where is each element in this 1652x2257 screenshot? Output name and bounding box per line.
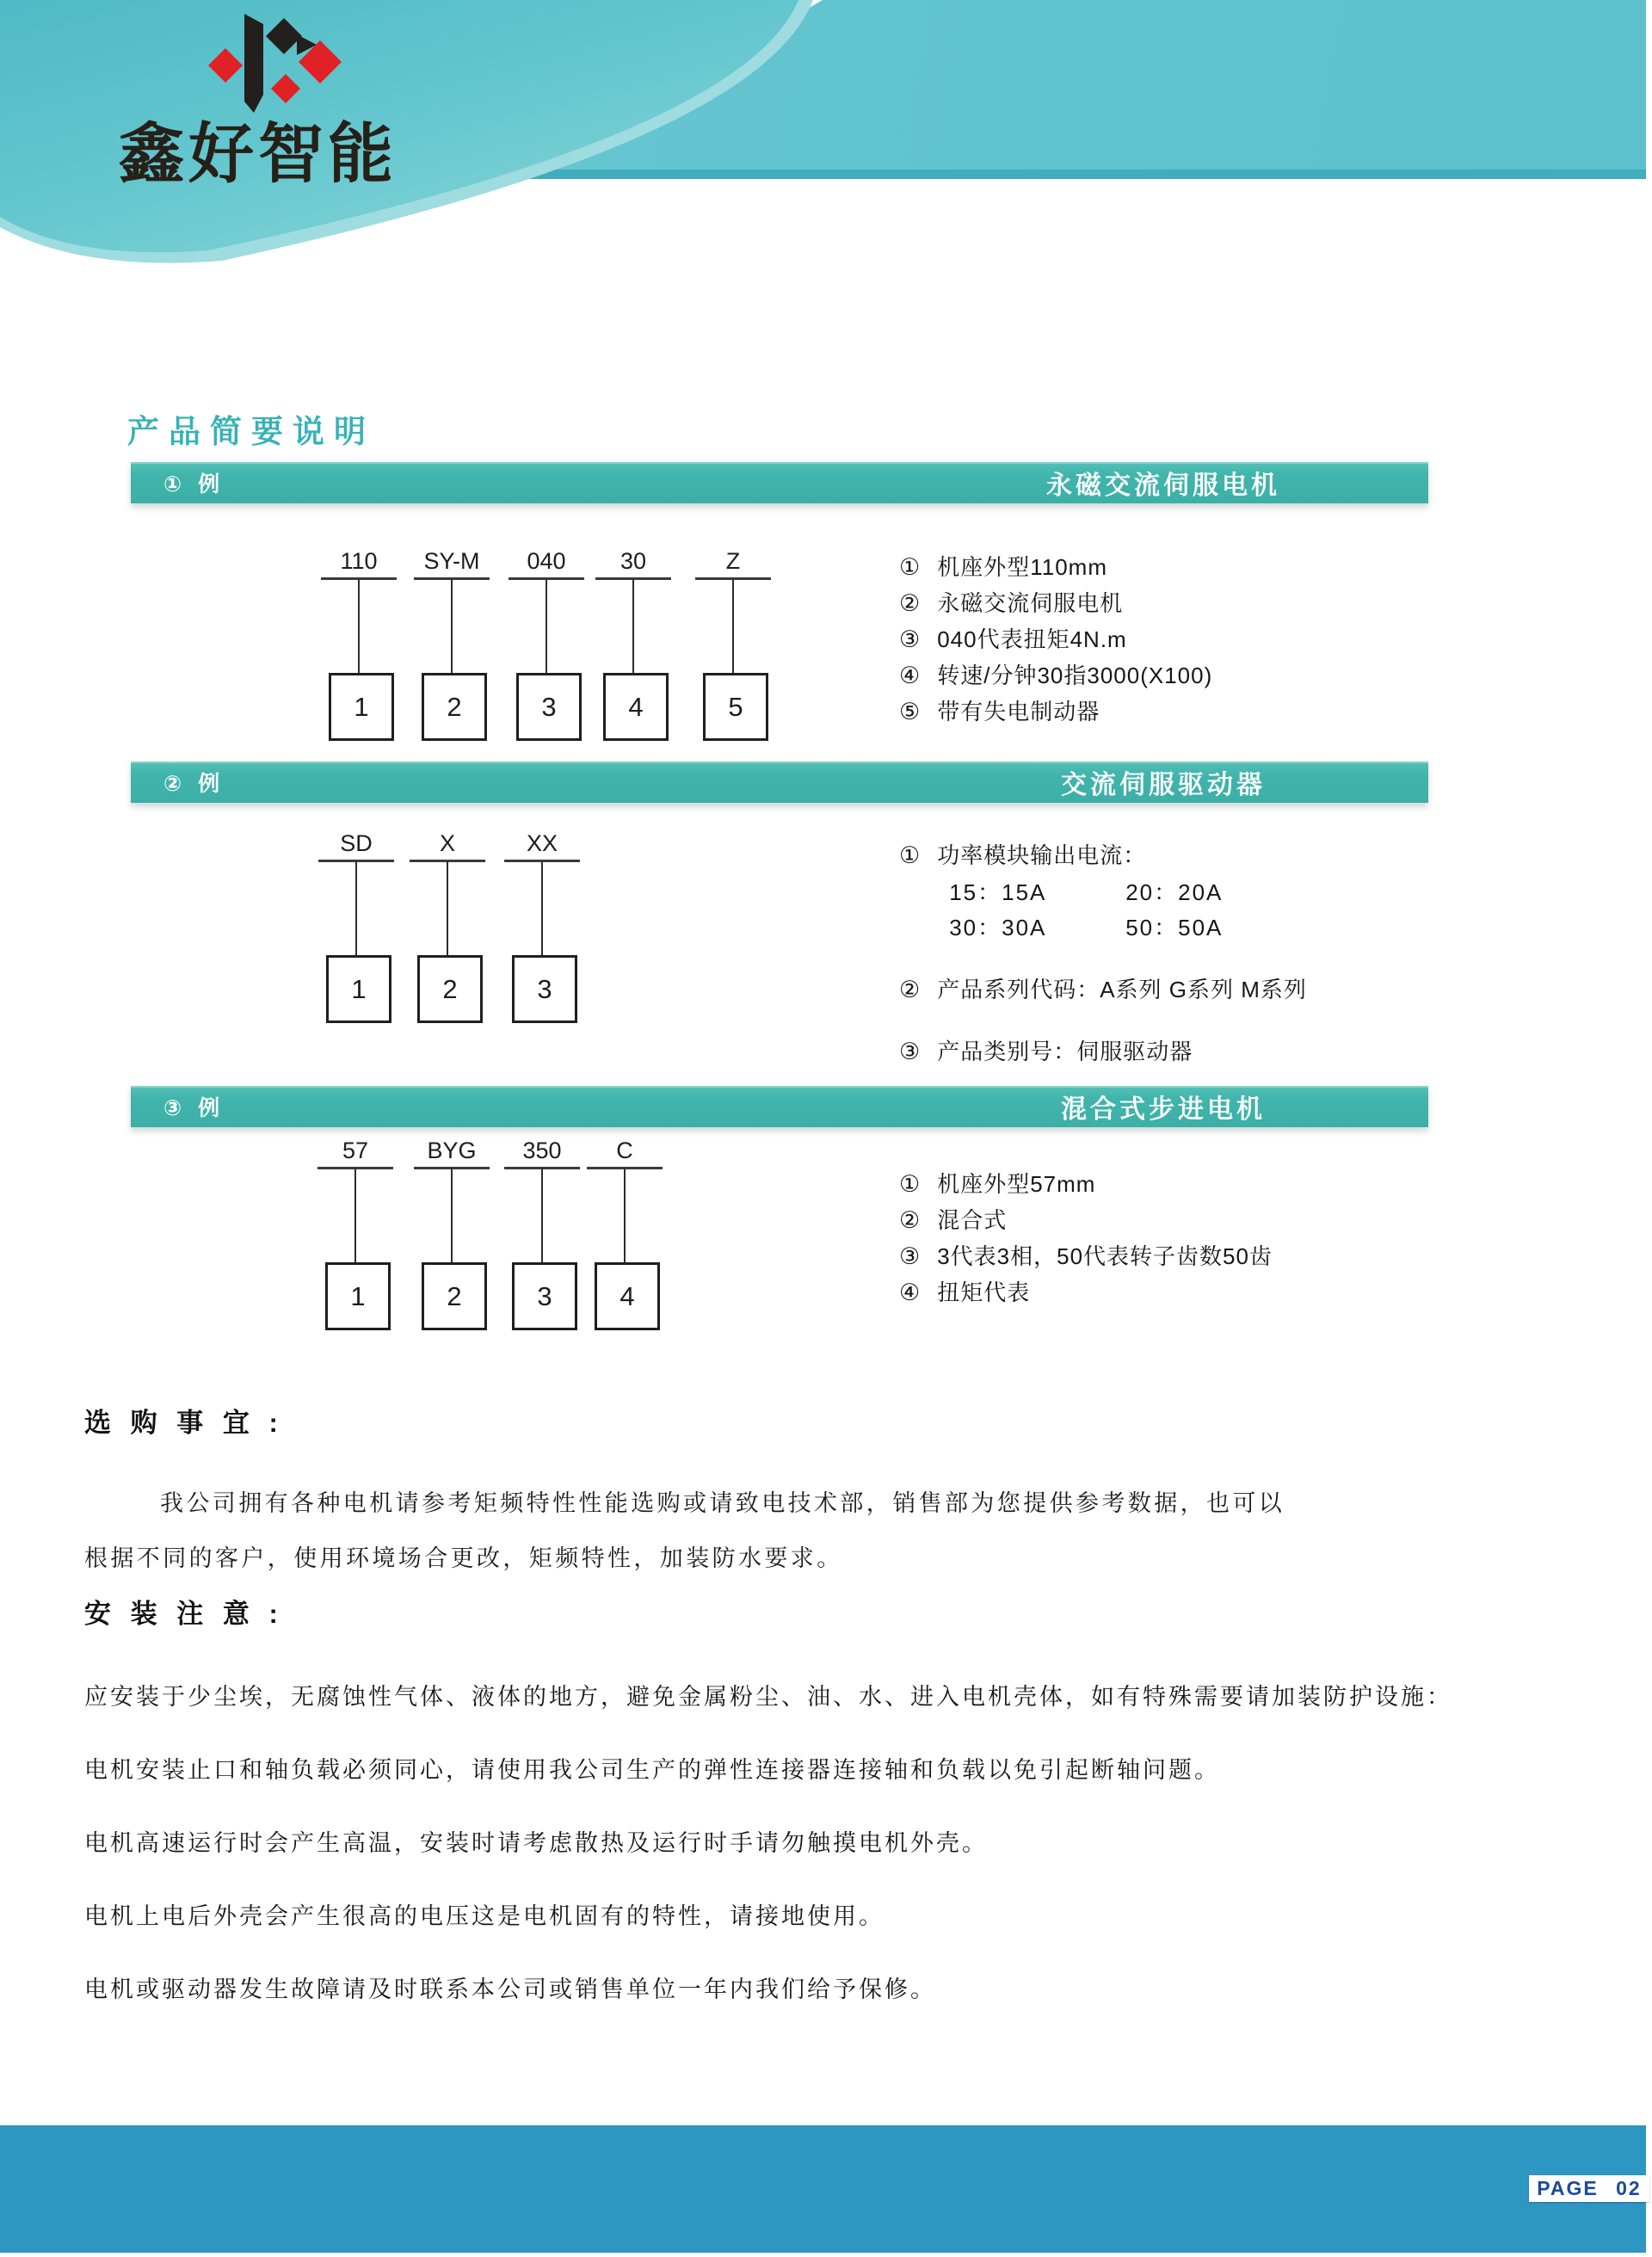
note-text: 永磁交流伺服电机 [937,590,1124,616]
number-box: 4 [603,673,669,741]
section-title: 交流伺服驱动器 [1061,771,1266,799]
connector-line [546,579,547,673]
section-notes [899,555,1450,736]
note-number: ③ [899,1243,922,1269]
number-box: 1 [326,955,391,1023]
model-code-diagram [284,830,817,1024]
page-number-badge: PAGE 02 [1529,2175,1649,2202]
note-item [899,627,1450,651]
code-label: C [587,1138,663,1169]
section-stepper-motor [0,1086,1652,1344]
section-notes [899,1172,1450,1317]
note-number: ③ [899,1039,922,1064]
connector-line [355,861,357,955]
connector-line [624,1169,626,1262]
section-servo-driver [0,762,1652,1086]
note-item [899,977,1450,1002]
code-label: BYG [414,1138,490,1169]
note-number: ① [899,1171,922,1197]
note-text: 产品类别号：伺服驱动器 [937,1039,1193,1064]
code-label: X [410,830,485,862]
section-header-bar [131,462,1428,503]
number-box: 1 [329,673,394,741]
note-number: ③ [899,626,922,652]
note-item [899,591,1450,615]
code-label: 040 [509,548,584,580]
number-box: 4 [595,1262,660,1330]
note-number: ④ [899,1280,922,1305]
diagram-column [400,830,495,1021]
purchase-advice-heading: 选 购 事 宜 : [84,1408,284,1438]
note-item [899,1244,1450,1268]
note-item [899,663,1450,688]
installation-note: 电机上电后外壳会产生很高的电压这是电机固有的特性，请接地使用。 [84,1903,885,1929]
connector-line [451,579,453,673]
note-text: 转速/分钟30指3000(X100) [937,663,1213,688]
note-text: 3代表3相，50代表转子齿数50齿 [937,1243,1273,1269]
number-box: 3 [516,673,582,741]
diagram-column [499,548,594,738]
note-sub-value: 20：20A [1125,879,1224,905]
code-label: Z [695,548,771,580]
note-text: 扭矩代表 [937,1280,1031,1305]
purchase-advice-line: 我公司拥有各种电机请参考矩频特性性能选购或请致电技术部，销售部为您提供参考数据，也可以 [160,1490,1285,1516]
footer-blue-band [0,2125,1646,2253]
diagram-column [308,1138,403,1328]
purchase-advice-block [84,1401,1427,1586]
diagram-column [404,1138,499,1328]
note-item [899,1280,1450,1304]
code-label: SD [318,830,394,862]
section-notes [899,843,1450,1101]
model-code-diagram [284,548,817,742]
note-number: ① [899,554,922,580]
number-box: 5 [703,673,768,741]
connector-line [541,1169,543,1262]
code-label: 350 [504,1138,580,1169]
section-header-bar [131,1086,1428,1127]
note-number: ② [899,977,922,1002]
note-sub-value: 15：15A [949,879,1047,905]
note-text: 机座外型110mm [937,554,1107,580]
installation-note: 电机高速运行时会产生高温，安装时请考虑散热及运行时手请勿触摸电机外壳。 [84,1830,988,1856]
code-label: 57 [317,1138,393,1169]
note-item [899,1208,1450,1232]
note-item [899,700,1450,724]
note-sub-value: 30：30A [949,915,1047,940]
note-number: ① [899,842,922,868]
section-title: 永磁交流伺服电机 [1046,472,1280,500]
note-number: ② [899,1207,922,1233]
connector-line [541,861,543,955]
connector-line [358,579,360,673]
number-box: 1 [325,1262,391,1330]
installation-note: 电机安装止口和轴负载必须同心，请使用我公司生产的弹性连接器连接轴和负载以免引起断轴问题。 [84,1757,1220,1783]
note-item [899,843,1450,940]
note-text: 产品系列代码：A系列 G系列 M系列 [937,977,1307,1002]
connector-line [354,1169,356,1262]
section-example-label: ① 例 [163,472,225,496]
note-item [899,1172,1450,1196]
note-number: ④ [899,663,922,688]
number-box: 3 [512,955,577,1023]
note-sub-value: 50：50A [1125,915,1224,940]
diagram-column [309,830,404,1021]
installation-notes-heading: 安 装 注 意 : [84,1599,284,1629]
logo-diamond-icon [203,12,358,120]
code-label: 110 [321,548,397,580]
number-box: 2 [417,955,483,1023]
diagram-column [686,548,780,738]
note-number: ⑤ [899,699,922,725]
connector-line [632,579,634,673]
purchase-advice-line: 根据不同的客户，使用环境场合更改，矩频特性，加装防水要求。 [84,1545,843,1571]
code-label: 30 [595,548,671,580]
number-box: 3 [512,1262,577,1330]
section-servo-motor [0,462,1652,762]
note-text: 功率模块输出电流： 15：15A 20：20A 30：30A 50：50A [937,843,1450,940]
number-box: 2 [422,1262,487,1330]
connector-line [451,1169,453,1262]
brand-logo [0,0,482,275]
connector-line [447,861,448,955]
diagram-column [577,1138,672,1328]
model-code-diagram [284,1138,817,1331]
note-sub-values [949,880,1450,940]
installation-notes-block [84,1592,1564,2050]
code-label: XX [504,830,580,862]
note-item [899,1039,1450,1064]
code-label: SY-M [414,548,490,580]
note-text: 040代表扭矩4N.m [937,626,1127,652]
connector-line [732,579,734,673]
diagram-column [311,548,406,738]
note-text: 机座外型57mm [937,1171,1096,1197]
diagram-column [586,548,681,738]
section-header-bar [131,762,1428,803]
note-number: ② [899,590,922,616]
section-example-label: ③ 例 [163,1096,225,1120]
page-title: 产品简要说明 [127,413,375,449]
installation-note: 应安装于少尘埃，无腐蚀性气体、液体的地方，避免金属粉尘、油、水、进入电机壳体，如有特殊需要请加装防护设施： [84,1684,1452,1710]
diagram-column [495,1138,589,1328]
diagram-column [495,830,589,1021]
number-box: 2 [422,673,487,741]
note-text: 带有失电制动器 [937,699,1100,725]
brand-logo-text: 鑫好智能 [119,118,398,191]
installation-note: 电机或驱动器发生故障请及时联系本公司或销售单位一年内我们给予保修。 [84,1976,936,2002]
note-text: 混合式 [937,1207,1008,1233]
diagram-column [404,548,499,738]
note-item [899,555,1450,579]
section-example-label: ② 例 [163,772,225,796]
section-title: 混合式步进电机 [1061,1095,1266,1124]
